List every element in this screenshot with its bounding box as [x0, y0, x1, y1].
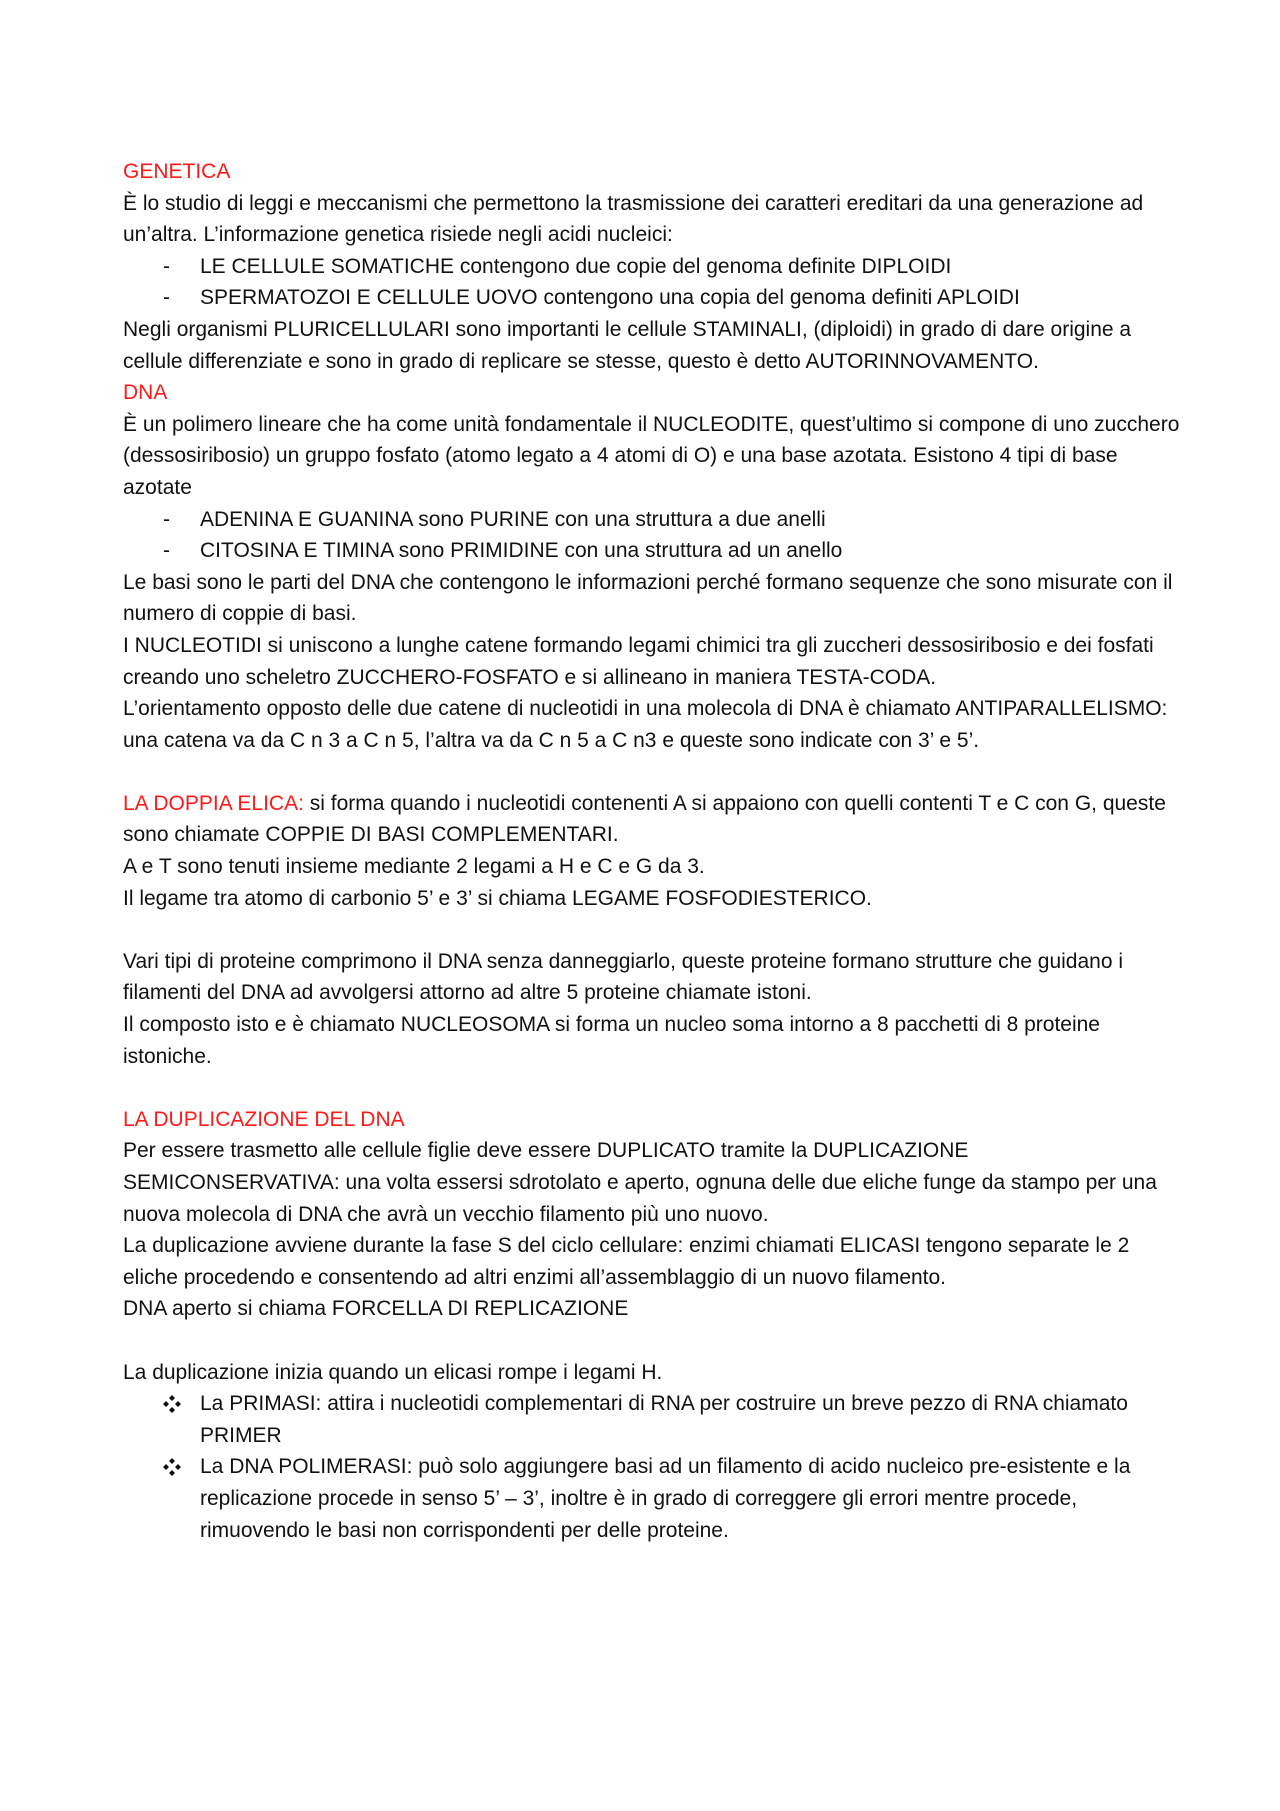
doppia-elica-text: si forma quando i nucleotidi contenenti A si appaiono con quelli contenti T e C con G, queste sono chiamate COPPIE DI BASI COMPLEMENTARI.: [123, 791, 1166, 847]
list-item: - LE CELLULE SOMATICHE contengono due copie del genoma definite DIPLOIDI: [123, 251, 1180, 283]
dna-antiparallelismo: L’orientamento opposto delle due catene di nucleotidi in una molecola di DNA è chiamato ANTIPARALLELISMO: una catena va da C n 3 a C n 5, l’altra va da C n 5 a C n3 e queste sono indicate con 3’ e 5’.: [123, 697, 1168, 752]
doppia-elica-paragraph: [123, 788, 1180, 851]
list-item-text: La PRIMASI: attira i nucleotidi complementari di RNA per costruire un breve pezzo di RNA chiamato PRIMER: [200, 1392, 1128, 1447]
genetica-list: [123, 251, 1180, 314]
list-item: - ADENINA E GUANINA sono PURINE con una struttura a due anelli: [123, 504, 1180, 536]
four-diamond-bullet-icon: [163, 1395, 181, 1413]
blank-line: [123, 914, 1180, 946]
doppia-elica-legami-h: A e T sono tenuti insieme mediante 2 legami a H e C e G da 3.: [123, 855, 705, 879]
genetica-staminali: Negli organismi PLURICELLULARI sono importanti le cellule STAMINALI, (diploidi) in grado di dare origine a cellule differenziate e sono in grado di replicare se stesse, questo è detto AUTORINNOVAMENTO.: [123, 317, 1132, 373]
blank-line: [123, 756, 1180, 788]
proteine-nucleosoma: Il composto isto e è chiamato NUCLEOSOMA si forma un nucleo soma intorno a 8 pacchetti di 8 proteine istoniche.: [123, 1013, 1100, 1068]
dna-intro: È un polimero lineare che ha come unità fondamentale il NUCLEODITE, quest’ultimo si compone di uno zucchero (dessosiribosio) un gruppo fosfato (atomo legato a 4 atomi di O) e una base azotata. Esistono 4 tipi di base azotate: [123, 412, 1180, 499]
list-item-text: La DNA POLIMERASI: può solo aggiungere basi ad un filamento di acido nucleico pre-esistente e la replicazione procede in senso 5’ – 3’, inoltre è in grado di correggere gli errori mentre procede, rimuovendo le basi non corrispondenti per delle proteine.: [200, 1455, 1131, 1542]
blank-line: [123, 1072, 1180, 1104]
duplicazione-elicasi: La duplicazione avviene durante la fase S del ciclo cellulare: enzimi chiamati ELICASI tengono separate le 2 eliche procedendo e consentendo ad altri enzimi all’assemblaggio di un nuovo filamento.: [123, 1234, 1130, 1289]
list-item: [123, 1388, 1180, 1451]
heading-duplicazione: LA DUPLICAZIONE DEL DNA: [123, 1107, 405, 1131]
duplicazione-enzimi-list: [123, 1388, 1180, 1546]
dna-base-list: [123, 504, 1180, 567]
doppia-elica-fosfodiesterico: Il legame tra atomo di carbonio 5’ e 3’ si chiama LEGAME FOSFODIESTERICO.: [123, 886, 872, 910]
duplicazione-inizio: La duplicazione inizia quando un elicasi rompe i legami H.: [123, 1360, 663, 1384]
heading-genetica: GENETICA: [123, 160, 231, 183]
blank-line: [123, 1325, 1180, 1357]
list-item: - CITOSINA E TIMINA sono PRIMIDINE con una struttura ad un anello: [123, 535, 1180, 567]
genetica-intro: È lo studio di leggi e meccanismi che permettono la trasmissione dei caratteri ereditari da una generazione ad un’altra. L’informazione genetica risiede negli acidi nucleici:: [123, 191, 1144, 247]
dna-basi: Le basi sono le parti del DNA che contengono le informazioni perché formano sequenze che sono misurate con il numero di coppie di basi.: [123, 570, 1173, 626]
heading-doppia-elica: LA DOPPIA ELICA:: [123, 791, 304, 815]
heading-dna: DNA: [123, 381, 168, 405]
duplicazione-semiconservativa: Per essere trasmetto alle cellule figlie deve essere DUPLICATO tramite la DUPLICAZIONE SEMICONSERVATIVA: una volta essersi sdrotolato e aperto, ognuna delle due eliche funge da stampo per una nuova molecola di DNA che avrà un vecchio filamento più uno nuovo.: [123, 1139, 1157, 1226]
list-item: - SPERMATOZOI E CELLULE UOVO contengono una copia del genoma definiti APLOIDI: [123, 282, 1180, 314]
duplicazione-forcella: DNA aperto si chiama FORCELLA DI REPLICAZIONE: [123, 1297, 629, 1321]
four-diamond-bullet-icon: [163, 1458, 181, 1476]
list-item: [123, 1451, 1180, 1546]
proteine-istoni: Vari tipi di proteine comprimono il DNA senza danneggiarlo, queste proteine formano strutture che guidano i filamenti del DNA ad avvolgersi attorno ad altre 5 proteine chiamate istoni.: [123, 949, 1124, 1005]
dna-nucleotidi: I NUCLEOTIDI si uniscono a lunghe catene formando legami chimici tra gli zuccheri dessosiribosio e dei fosfati creando uno scheletro ZUCCHERO-FOSFATO e si allineano in maniera TESTA-CODA.: [123, 633, 1154, 689]
